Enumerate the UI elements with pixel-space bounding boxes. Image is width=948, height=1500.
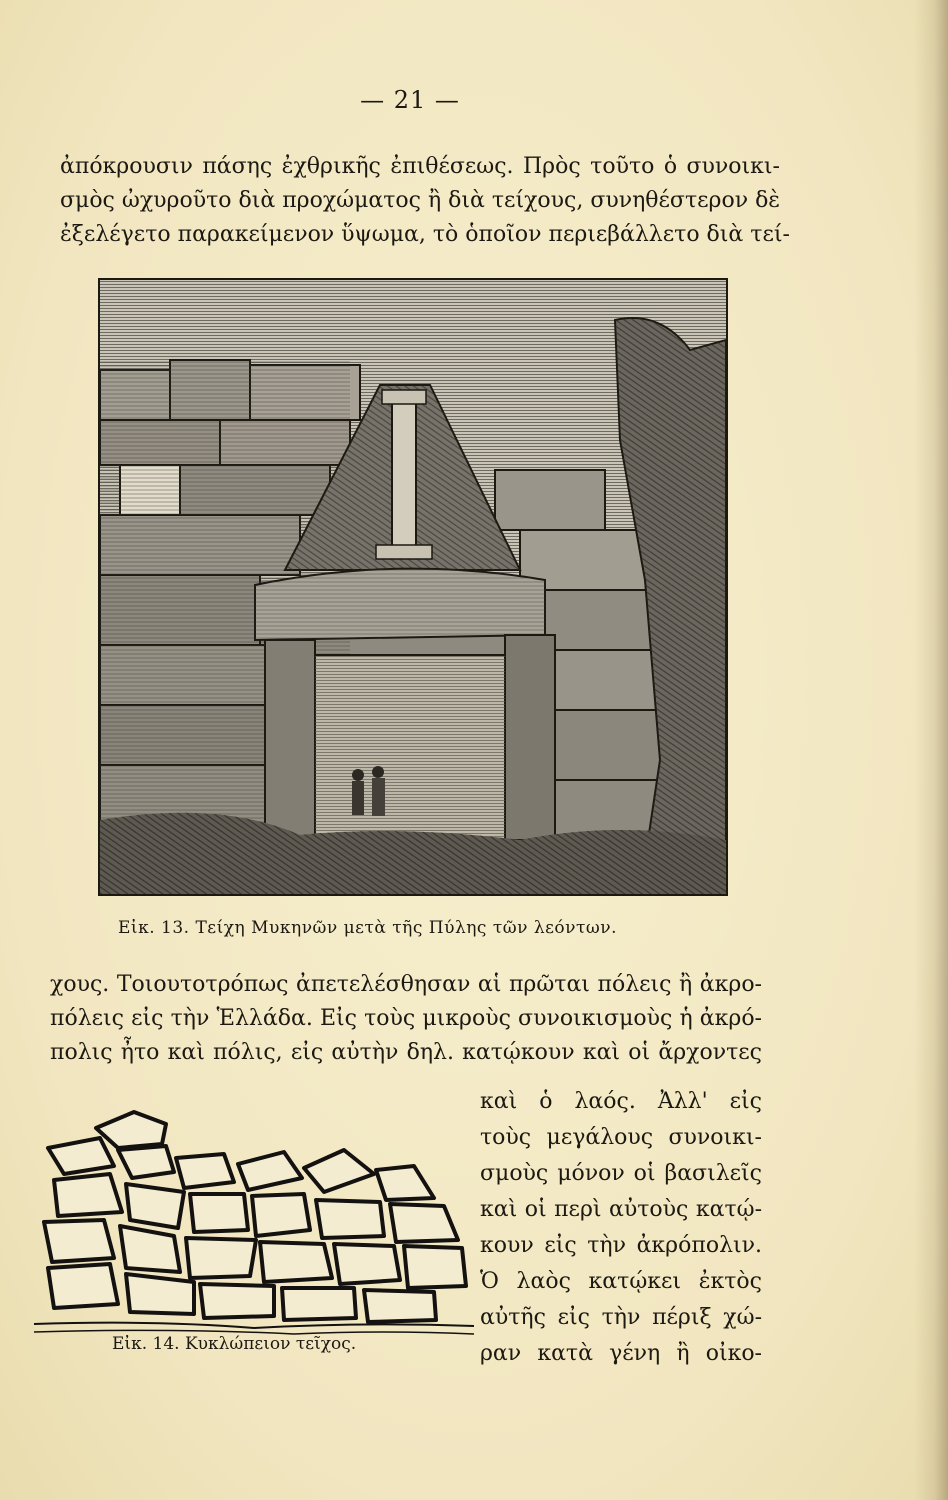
text-line: τοὺς μεγάλους συνοικι- bbox=[480, 1125, 762, 1150]
top-paragraph bbox=[60, 150, 790, 252]
text-line: κουν εἰς τὴν ἀκρόπολιν. bbox=[480, 1233, 762, 1258]
text-line: σμοὺς μόνον οἱ βασιλεῖς bbox=[480, 1161, 762, 1186]
page-edge-shadow bbox=[914, 0, 948, 1500]
figure-14-cyclopean-wall-image bbox=[34, 1108, 474, 1338]
text-line: χους. Τοιουτοτρόπως ἀπετελέσθησαν αἱ πρῶται πόλεις ἢ ἀκρο- bbox=[50, 972, 762, 997]
figure-13-caption: Εἰκ. 13. Τείχη Μυκηνῶν μετὰ τῆς Πύλης τῶν λεόντων. bbox=[118, 918, 617, 938]
text-line: πόλεις εἰς τὴν Ἑλλάδα. Εἰς τοὺς μικροὺς συνοικισμοὺς ἡ ἀκρό- bbox=[50, 1006, 762, 1031]
right-column-paragraph bbox=[480, 1084, 762, 1372]
text-line: καὶ οἱ περὶ αὐτοὺς κατῴ- bbox=[480, 1197, 762, 1222]
text-line: Ὁ λαὸς κατῴκει ἐκτὸς bbox=[480, 1269, 762, 1294]
text-line: ἐξελέγετο παρακείμενον ὕψωμα, τὸ ὁποῖον περιεβάλλετο διὰ τεί- bbox=[60, 222, 790, 247]
text-line: ραν κατὰ γένη ἢ οἰκο- bbox=[480, 1341, 762, 1366]
page-number: — 21 — bbox=[360, 86, 460, 114]
figure-14-caption: Εἰκ. 14. Κυκλώπειον τεῖχος. bbox=[112, 1334, 357, 1354]
text-line: αὐτῆς εἰς τὴν πέριξ χώ- bbox=[480, 1305, 762, 1330]
figure-13-lion-gate-image bbox=[98, 278, 728, 896]
text-line: ἀπόκρουσιν πάσης ἐχθρικῆς ἐπιθέσεως. Πρὸς τοῦτο ὁ συνοικι- bbox=[60, 154, 780, 179]
middle-paragraph bbox=[50, 968, 762, 1070]
text-line: σμὸς ὠχυροῦτο διὰ προχώματος ἢ διὰ τείχους, συνηθέστερον δὲ bbox=[60, 188, 781, 213]
text-line: καὶ ὁ λαός. Ἀλλ' εἰς bbox=[480, 1089, 762, 1114]
text-line: πολις ἦτο καὶ πόλις, εἰς αὐτὴν δηλ. κατῴκουν καὶ οἱ ἄρχοντες bbox=[50, 1040, 762, 1065]
